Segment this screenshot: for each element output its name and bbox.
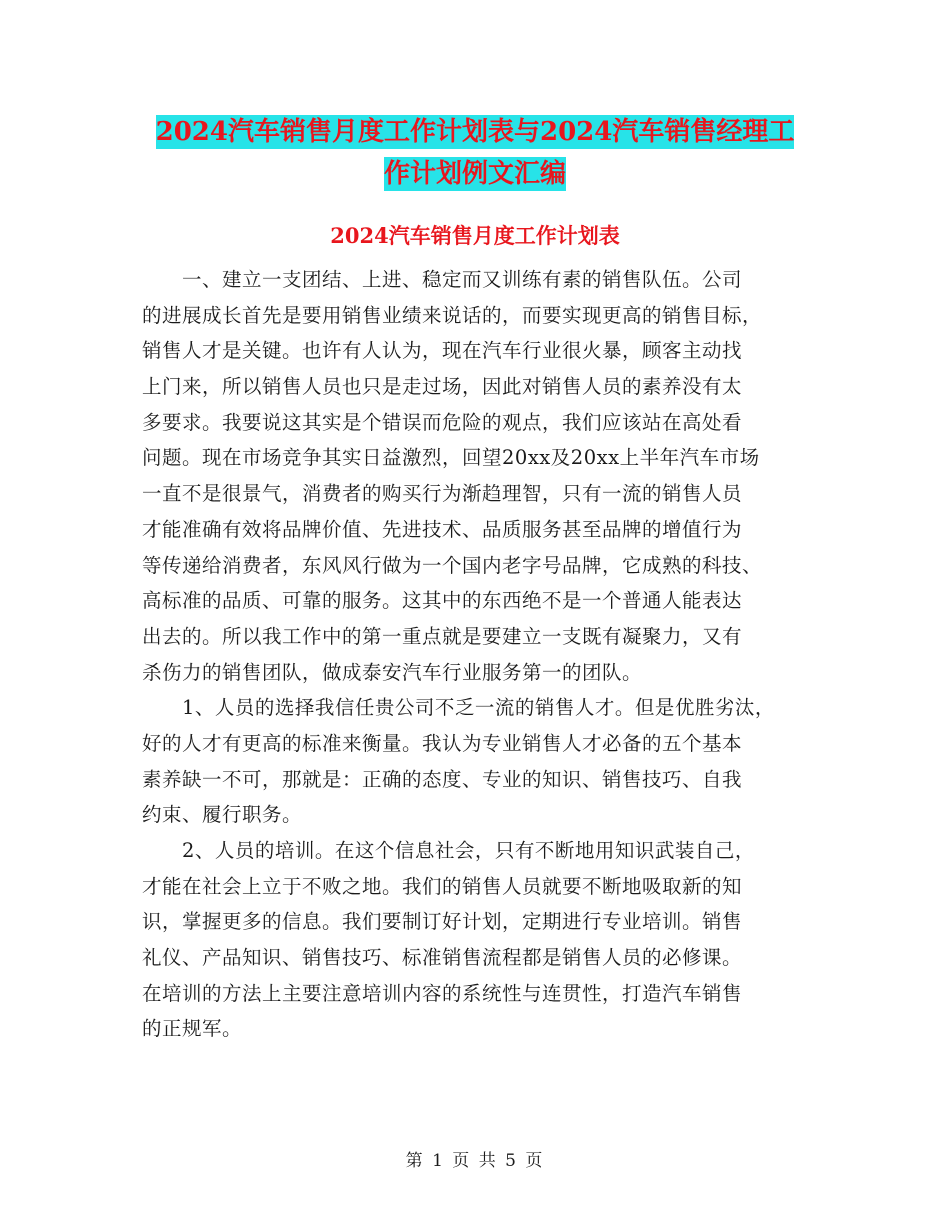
paragraph-line: 杀伤力的销售团队，做成泰安汽车行业服务第一的团队。 xyxy=(142,660,643,684)
paragraph-line: 等传递给消费者，东风风行做为一个国内老字号品牌，它成熟的科技、 xyxy=(142,553,763,577)
paragraph-line: 一、建立一支团结、上进、稳定而又训练有素的销售队伍。公司 xyxy=(182,268,743,291)
paragraph-line: 礼仪、产品知识、销售技巧、标准销售流程都是销售人员的必修课。 xyxy=(142,946,743,970)
paragraph-line: 出去的。所以我工作中的第一重点就是要建立一支既有凝聚力，又有 xyxy=(142,624,743,648)
paragraph-line: 好的人才有更高的标准来衡量。我认为专业销售人才必备的五个基本 xyxy=(142,731,743,755)
title-highlight: 作计划例文汇编 xyxy=(383,159,566,189)
title-highlight: 2024汽车销售月度工作计划表与2024汽车销售经理工 xyxy=(155,117,795,147)
paragraph-line: 素养缺一不可，那就是：正确的态度、专业的知识、销售技巧、自我 xyxy=(142,767,743,791)
paragraph-line: 才能准确有效将品牌价值、先进技术、品质服务甚至品牌的增值行为 xyxy=(142,517,743,541)
paragraph-line: 高标准的品质、可靠的服务。这其中的东西绝不是一个普通人能表达 xyxy=(142,589,743,613)
document-title-line-1 xyxy=(120,110,830,154)
paragraph-line: 多要求。我要说这其实是个错误而危险的观点，我们应该站在高处看 xyxy=(142,410,743,434)
paragraph-line: 问题。现在市场竞争其实日益激烈，回望20xx及20xx上半年汽车市场 xyxy=(142,446,760,470)
paragraph-line: 销售人才是关键。也许有人认为，现在汽车行业很火暴，顾客主动找 xyxy=(142,339,743,363)
paragraph-line: 2、人员的培训。在这个信息社会，只有不断地用知识武装自己， xyxy=(182,839,755,862)
paragraph-line: 识，掌握更多的信息。我们要制订好计划，定期进行专业培训。销售 xyxy=(142,910,743,934)
paragraph-line: 约束、履行职务。 xyxy=(142,803,303,827)
section-title: 2024汽车销售月度工作计划表 xyxy=(330,223,620,248)
body-text xyxy=(142,262,812,1047)
document-title-line-2 xyxy=(120,152,830,196)
paragraph-line: 的进展成长首先是要用销售业绩来说话的，而要实现更高的销售目标， xyxy=(142,303,763,327)
paragraph-line: 1、人员的选择我信任贵公司不乏一流的销售人才。但是优胜劣汰， xyxy=(182,696,775,720)
paragraph-line: 的正规军。 xyxy=(142,1017,243,1041)
paragraph-line: 在培训的方法上主要注意培训内容的系统性与连贯性，打造汽车销售 xyxy=(142,981,743,1005)
page-footer: 第 1 页 共 5 页 xyxy=(405,1151,545,1171)
paragraph-line: 上门来，所以销售人员也只是走过场，因此对销售人员的素养没有太 xyxy=(142,375,743,399)
paragraph-line: 一直不是很景气，消费者的购买行为渐趋理智，只有一流的销售人员 xyxy=(142,482,743,506)
paragraph-line: 才能在社会上立于不败之地。我们的销售人员就要不断地吸取新的知 xyxy=(142,874,743,898)
